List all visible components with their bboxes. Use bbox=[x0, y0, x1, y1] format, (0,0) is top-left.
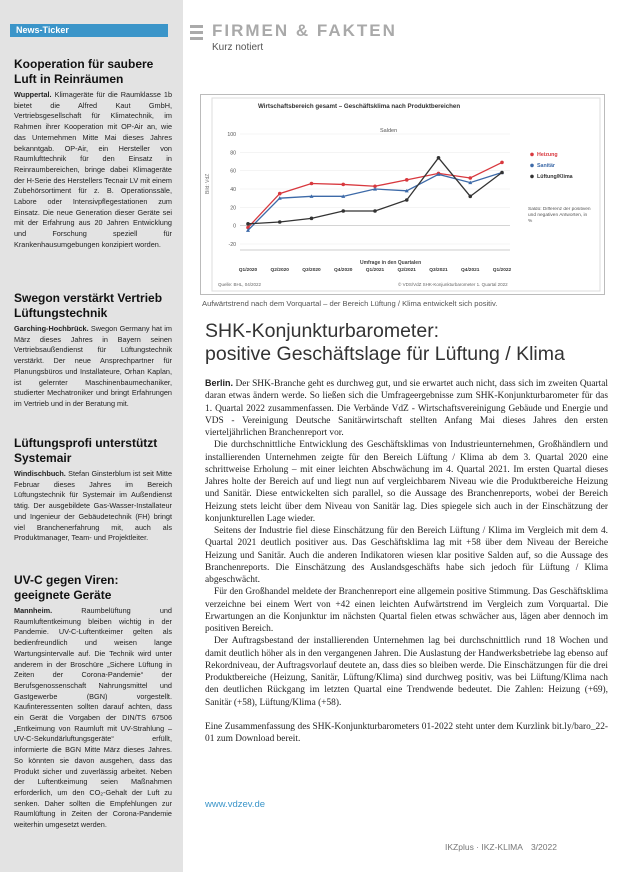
article-paragraph: Eine Zusammenfassung des SHK-Konjunkturbarometers 01-2022 steht unter dem Kurzlink bit.ly/baro_22-01 zum Download bereit. bbox=[205, 721, 608, 744]
sidebar-article-text: Raumbelüftung und Raumluftentkeimung bleiben wichtig in der Pandemie. UV-C-Luftentkeimer gelten als bedienfreundlich und weisen lange Wartungsintervalle auf. Die Technik wird unter anderem in der Broschüre „Sichere Lüftung in Zeiten der Corona-Pandemie“ der Berufsgenossenschaft Nahrungsmittel und Gastgewerbe (BGN) vorgestellt. Kaufinteressenten sollten darauf achten, dass ein Gerät die Vorgaben der DIN/TS 67506 „Entkeimung von Raumluft mit UV-Strahlung – UV-C-Sekundärluftungsgeräte“ erfüllt, informierte die BGN Mitte März dieses Jahres. So könnten sie davon ausgehen, dass das Produkt sicher und zuverlässig arbeitet. Neben der Luftentkeimung seien Maßnahmen erforderlich, um den CO₂-Gehalt der Luft zu senken. Daher sollten die Empfehlungen zur Raumlüftung in Zeiten der Corona-Pandemie weiterhin umgesetzt werden. bbox=[14, 606, 172, 830]
legend-marker bbox=[530, 164, 534, 168]
article-paragraph-text: Der SHK-Branche geht es durchweg gut, und sie erwartet auch nicht, dass sich im zweiten Quartal daran etwas ändern werde. So ließen sich die Umfrageergebnisse zum SHK-Konjunkturbarometer für das 1. Quartal 2022 zusammenfassen. Die Verbände VdZ - Wirtschaftsvereinigung Gebäude und Energie und VDS - Vereinigung Deutsche Sanitärwirtschaft stellten Anfang Mai dieses Jahres den ersten vierteljährlichen Branchenreport vor. bbox=[205, 379, 608, 438]
article-dateline: Berlin. bbox=[205, 378, 234, 388]
chart-title: Wirtschaftsbereich gesamt – Geschäftsklima nach Produktbereichen bbox=[258, 103, 461, 110]
chart-subtitle: Salden bbox=[380, 128, 398, 134]
data-point bbox=[310, 182, 314, 186]
x-tick-label: Q1/2020 bbox=[238, 268, 258, 273]
section-title: FIRMEN & FAKTEN bbox=[212, 21, 397, 40]
data-point bbox=[341, 183, 345, 187]
article-title-line: SHK-Konjunkturbarometer: bbox=[205, 320, 440, 342]
data-point bbox=[310, 217, 314, 221]
sidebar-article bbox=[14, 291, 172, 410]
sidebar-article-text: Stefan Ginsterblum ist seit Mitte Februar dieses Jahres im Bereich Lüftungstechnik für Systemair im Außendienst tätig. Der ausgebildete Gas-Wasser-Installateur und Ingenieur der Gebäudetechnik (FH) bringt viel Branchenerfahrung mit, auch als Produktmanager, Team- und Projektleiter. bbox=[14, 469, 172, 543]
chart-copyright: © VDS/VdZ SHK-Konjunkturbarometer 1. Quartal 2022 bbox=[398, 282, 508, 287]
legend-label: Lüftung/Klima bbox=[537, 174, 573, 180]
data-point bbox=[341, 209, 345, 213]
chart-credit: Bild: VdZ bbox=[205, 173, 211, 194]
data-point bbox=[373, 209, 377, 213]
news-ticker-sidebar bbox=[0, 0, 183, 872]
x-tick-label: Q1/2021 bbox=[365, 268, 385, 273]
page-footer bbox=[445, 842, 557, 852]
data-point bbox=[278, 220, 282, 224]
data-point bbox=[278, 192, 282, 196]
article-paragraph: Die durchschnittliche Entwicklung des Geschäftsklimas von Industrieunternehmen, Großhändlern und installierenden Unternehmen zeigte für den Bereich Lüftung / Klima ab dem 3. Quartal 2020 eine schrittweise Erholung – mit einer leichten Abschwächung im 4. Quartal 2021. Im ersten Quartal dieses Jahres holte der Bereich auf und liegt nun auf vergleichbarem Niveau wie die Produktbereiche Heizung und Sanitär. Diese entwickelten sich parallel, so die Aussage des Branchenreports, wobei der Bereich Heizung stets leicht über dem Niveau von Sanitär lag. Dies spiegele sich auch in der Einschätzung der konjunkturellen Lage wieder. bbox=[205, 440, 608, 524]
sidebar-article bbox=[14, 57, 172, 251]
website-link[interactable]: www.vdzev.de bbox=[205, 799, 266, 810]
legend-marker bbox=[530, 153, 534, 157]
sidebar-article-text: Klimageräte für die Raumklasse 1b bietet die Alfred Kaut GmbH, Vertriebsgesellschaft für Klimatechnik, im Rahmen ihrer Kooperation mit OP-Air an, wie das Unternehmen Mitte Mai dieses Jahres bekanntgab. OP-Air, ein Hersteller von Raumlufttechnik für den Einsatz in Reinraumbereichen, bringe dabei Klimageräte der H-Serie des Herstellers Tecnair LV mit einem Zubehörsortiment für z. B. Operationssäle, Labore oder Intensivpflegestationen zum Einsatz. Die neue Generation dieser Geräte sei mit der Erfahrung aus 20 Jahren Entwicklung und Forschung speziell für Krankenhausumgebungen konzipiert worden. bbox=[14, 90, 173, 249]
article-body bbox=[205, 377, 608, 745]
data-point bbox=[468, 195, 472, 199]
x-tick-label: Q3/2020 bbox=[302, 268, 321, 273]
chart-source: Quelle: BHL, 04/2022 bbox=[218, 282, 262, 287]
sidebar-article-body bbox=[14, 324, 172, 410]
section-subtitle: Kurz notiert bbox=[212, 42, 264, 53]
data-point bbox=[468, 176, 472, 180]
sidebar-article bbox=[14, 436, 172, 544]
chart-figure bbox=[200, 94, 605, 295]
x-tick-label: Q4/2020 bbox=[334, 268, 353, 273]
data-point bbox=[500, 161, 504, 165]
sidebar-article-body bbox=[14, 469, 172, 544]
data-point bbox=[405, 198, 409, 202]
y-tick-label: 20 bbox=[230, 205, 236, 212]
x-axis-label: Umfrage in den Quartalen bbox=[360, 260, 422, 266]
y-tick-label: -20 bbox=[228, 242, 236, 248]
footer-publication: IKZplus · IKZ-KLIMA bbox=[445, 842, 523, 852]
news-ticker-tab bbox=[10, 24, 168, 37]
y-tick-label: 0 bbox=[233, 223, 236, 230]
article-paragraph bbox=[205, 377, 608, 439]
sidebar-article-dateline: Wuppertal. bbox=[14, 90, 52, 99]
article-paragraph: Der Auftragsbestand der installierenden Unternehmen lag bei durchschnittlich rund 18 Wochen und damit deutlich höher als in den vergangenen Jahren. Die Auslastung der Handwerksbetriebe lag ebenso auf Rekordniveau, der Auftragsvorlauf deutete an, dass dies so bleiben werde. Die Einschätzungen für die drei Produktbereiche (Heizung, Sanitär, Lüftung/Klima) sind durchweg positiv, was bei Lüftung/Klima nach den deutlichen Rückgang im letzten Quartal eine Trendwende bedeutet. Die Zahlen: Heizung (+69), Sanitär (+58), Lüftung/Klima (+58). bbox=[205, 636, 608, 708]
chart-caption: Aufwärtstrend nach dem Vorquartal – der Bereich Lüftung / Klima entwickelt sich positiv. bbox=[202, 299, 498, 308]
x-tick-label: Q3/2021 bbox=[429, 268, 448, 273]
x-tick-label: Q2/2020 bbox=[270, 268, 289, 273]
sidebar-article-dateline: Garching-Hochbrück. bbox=[14, 324, 89, 333]
footer-issue: 3/2022 bbox=[530, 842, 557, 852]
legend-marker bbox=[530, 175, 534, 179]
x-tick-label: Q2/2021 bbox=[397, 268, 416, 273]
sidebar-article-headline: Swegon verstärkt Vertrieb Lüftungstechnik bbox=[14, 291, 163, 320]
data-point bbox=[500, 171, 504, 175]
sidebar-article-dateline: Windischbuch. bbox=[14, 469, 66, 478]
sidebar-article-text: Swegon Germany hat im März dieses Jahres in Bayern seinen Vertriebsaußendienst für Lüftungstechnik verstärkt. Der neue Ansprechpartner für Planungsbüros und Installateure, Orhan Kaplan, ist gelernter Maschinenbaumechaniker, studierter Mechatroniker und bringt Erfahrungen im Vertrieb und in der Beratung mit. bbox=[14, 324, 172, 408]
article-paragraph: Seitens der Industrie fiel diese Einschätzung für den Bereich Lüftung / Klima im Vergleich mit dem 4. Quartal 2021 deutlich positiver aus. Das Geschäftsklima lag mit +58 über dem Niveau der Bereiche Heizung und Sanitär. Auch die anderen Indikatoren wiesen klar positive Salden auf, so die Aussage des Branchenreports. Die Einschätzung des Auslandsgeschäfts habe sich jedoch für Lüftung / Klima abgeschwächt. bbox=[205, 526, 608, 585]
chart-note: Saldo: Differenz der positiven und negativen Antworten, in % bbox=[528, 207, 591, 224]
sidebar-article-headline: Lüftungsprofi unterstützt Systemair bbox=[14, 436, 158, 465]
legend-label: Sanitär bbox=[537, 163, 555, 169]
article-title-line: positive Geschäftslage für Lüftung / Klima bbox=[205, 343, 565, 365]
y-tick-label: 40 bbox=[230, 187, 236, 193]
article-paragraph: Für den Großhandel meldete der Branchenreport eine allgemein positive Stimmung. Das Geschäftsklima verzeichne bei einem Wert von +42 einen leichten Aufwärtstrend im Vergleich zum Vorquartal. Die Erwartungen an die Konjunktur im nächsten Quartal fielen etwas schwächer aus, lägen aber dennoch im positiven Bereich. bbox=[205, 587, 608, 634]
x-tick-label: Q1/2022 bbox=[492, 268, 512, 273]
line-chart bbox=[200, 94, 605, 295]
sidebar-article-headline: Kooperation für saubere Luft in Reinräumen bbox=[14, 57, 154, 86]
chart-note-wrap bbox=[528, 207, 592, 247]
sidebar-article-headline: UV-C gegen Viren: geeignete Geräte bbox=[14, 573, 119, 602]
article-title bbox=[205, 320, 605, 366]
sidebar-article-dateline: Mannheim. bbox=[14, 606, 53, 615]
y-tick-label: 100 bbox=[227, 132, 236, 138]
sidebar-article-body bbox=[14, 90, 172, 251]
news-ticker-label: News-Ticker bbox=[16, 25, 69, 35]
data-point bbox=[405, 178, 409, 182]
sidebar-article-body bbox=[14, 606, 172, 831]
section-menu-icon bbox=[190, 25, 203, 43]
legend-label: Heizung bbox=[537, 152, 558, 158]
x-tick-label: Q4/2021 bbox=[461, 268, 480, 273]
y-tick-label: 60 bbox=[230, 168, 236, 175]
sidebar-article bbox=[14, 573, 172, 831]
y-tick-label: 80 bbox=[230, 150, 236, 157]
data-point bbox=[437, 156, 441, 160]
data-point bbox=[246, 222, 250, 226]
